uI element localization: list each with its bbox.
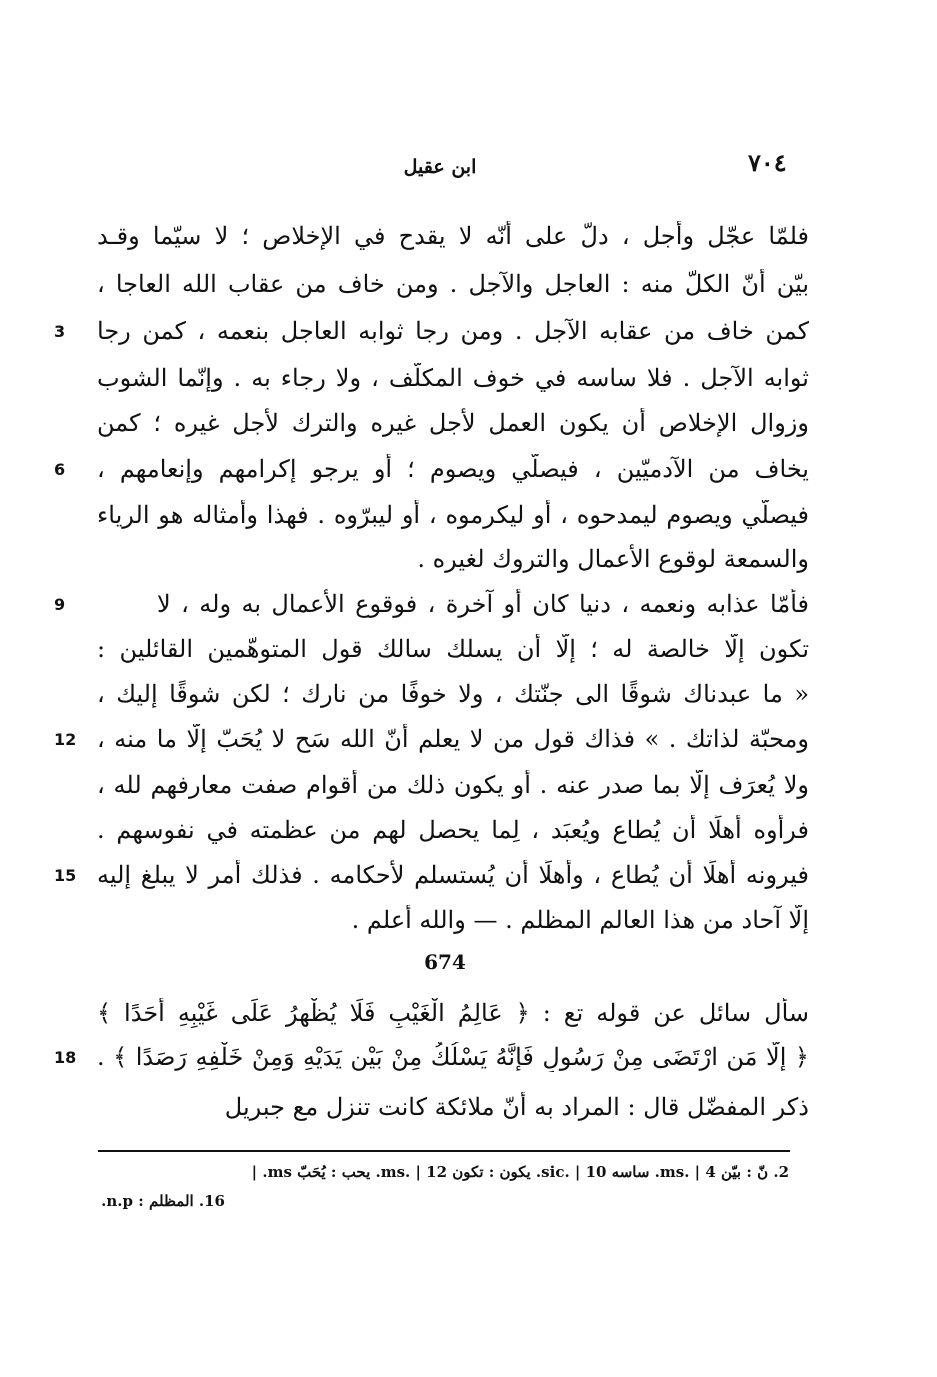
footnote-line: 16. المظلم : n.p.: [101, 1192, 225, 1210]
text-line: بيّن أنّ الكلّ منه : العاجل والآجل . ومن خاف من عقاب الله العاجا ،: [97, 270, 809, 298]
line-number: 9: [54, 595, 66, 614]
page-number: ٧٠٤: [748, 148, 787, 177]
text-line: فيصلّي ويصوم ليمدحوه ، أو ليكرموه ، أو ليبرّوه . فهذا وأمثاله هو الرياء: [97, 501, 809, 529]
footnote-divider: [98, 1150, 790, 1152]
text-line: ومحبّة لذاتك . » فذاك قول من لا يعلم أنّ الله سَح لا يُحَبّ إلّا ما منه ،: [97, 725, 809, 753]
running-title: ابن عقيل: [403, 156, 477, 178]
line-number: 12: [54, 730, 77, 749]
text-line: إلّا آحاد من هذا العالم المظلم . — والله أعلم .: [351, 906, 809, 934]
line-number: 18: [54, 1048, 77, 1067]
text-line: كمن خاف من عقابه الآجل . ومن رجا ثوابه العاجل بنعمه ، كمن رجا: [97, 317, 809, 345]
line-number: 15: [54, 866, 77, 885]
text-line: ذكر المفضّل قال : المراد به أنّ ملائكة كانت تنزل مع جبريل: [224, 1093, 809, 1121]
text-line: تكون إلّا خالصة له ؛ إلّا أن يسلك سالك قول المتوهّمين القائلين :: [97, 635, 809, 663]
text-line: فرأوه أهلًا أن يُطاع ويُعبَد ، لِما يحصل لهم من عظمته في نفوسهم .: [97, 816, 809, 844]
text-line: فيرونه أهلًا أن يُطاع ، وأهلًا أن يُستسلم لأحكامه . فذلك أمر لا يبلغ إليه: [97, 861, 809, 889]
text-line: ثوابه الآجل . فلا ساسه في خوف المكلّف ، ولا رجاء به . وإنّما الشوب: [97, 364, 809, 392]
line-number: 6: [54, 460, 66, 479]
footnote-line: 2. نّ : بيّن ms. | 4. ساسه sic. | 10. يكون : تكون ms. | 12. يحب : يُحَبّ ms. |: [251, 1163, 789, 1181]
text-line: والسمعة لوقوع الأعمال والتروك لغيره .: [417, 545, 809, 573]
text-line: يخاف من الآدميّين ، فيصلّي ويصوم ؛ أو يرجو إكرامهم وإنعامهم ،: [97, 455, 809, 483]
text-line: ﴿ إِلَّا مَنِ ارْتَضَى مِنْ رَسُولٍ فَإِنَّهُ يَسْلُكُ مِنْ بَيْنِ يَدَيْهِ وَمِنْ خَلْفِهِ رَصَدًا ﴾ .: [97, 1043, 809, 1071]
section-number: 674: [424, 950, 466, 974]
text-line: وزوال الإخلاص أن يكون العمل لأجل غيره والترك لأجل غيره ؛ كمن: [97, 409, 809, 437]
line-number: 3: [54, 322, 66, 341]
text-line: فأمّا عذابه ونعمه ، دنيا كان أو آخرة ، فوقوع الأعمال به وله ، لا: [157, 590, 809, 618]
text-line: سأل سائل عن قوله تع : ﴿ عَالِمُ الْغَيْبِ فَلَا يُظْهِرُ عَلَى غَيْبِهِ أَحَدًا ﴾: [97, 999, 809, 1027]
text-line: فلمّا عجّل وأجل ، دلّ على أنّه لا يقدح في الإخلاص ؛ لا سيّما وقـد: [97, 222, 809, 250]
text-line: « ما عبدناك شوقًا الى جنّتك ، ولا خوفًا من نارك ؛ لكن شوقًا إليك ،: [97, 680, 809, 708]
text-line: ولا يُعرَف إلّا بما صدر عنه . أو يكون ذلك من أقوام صفت معارفهم لله ،: [97, 771, 809, 799]
